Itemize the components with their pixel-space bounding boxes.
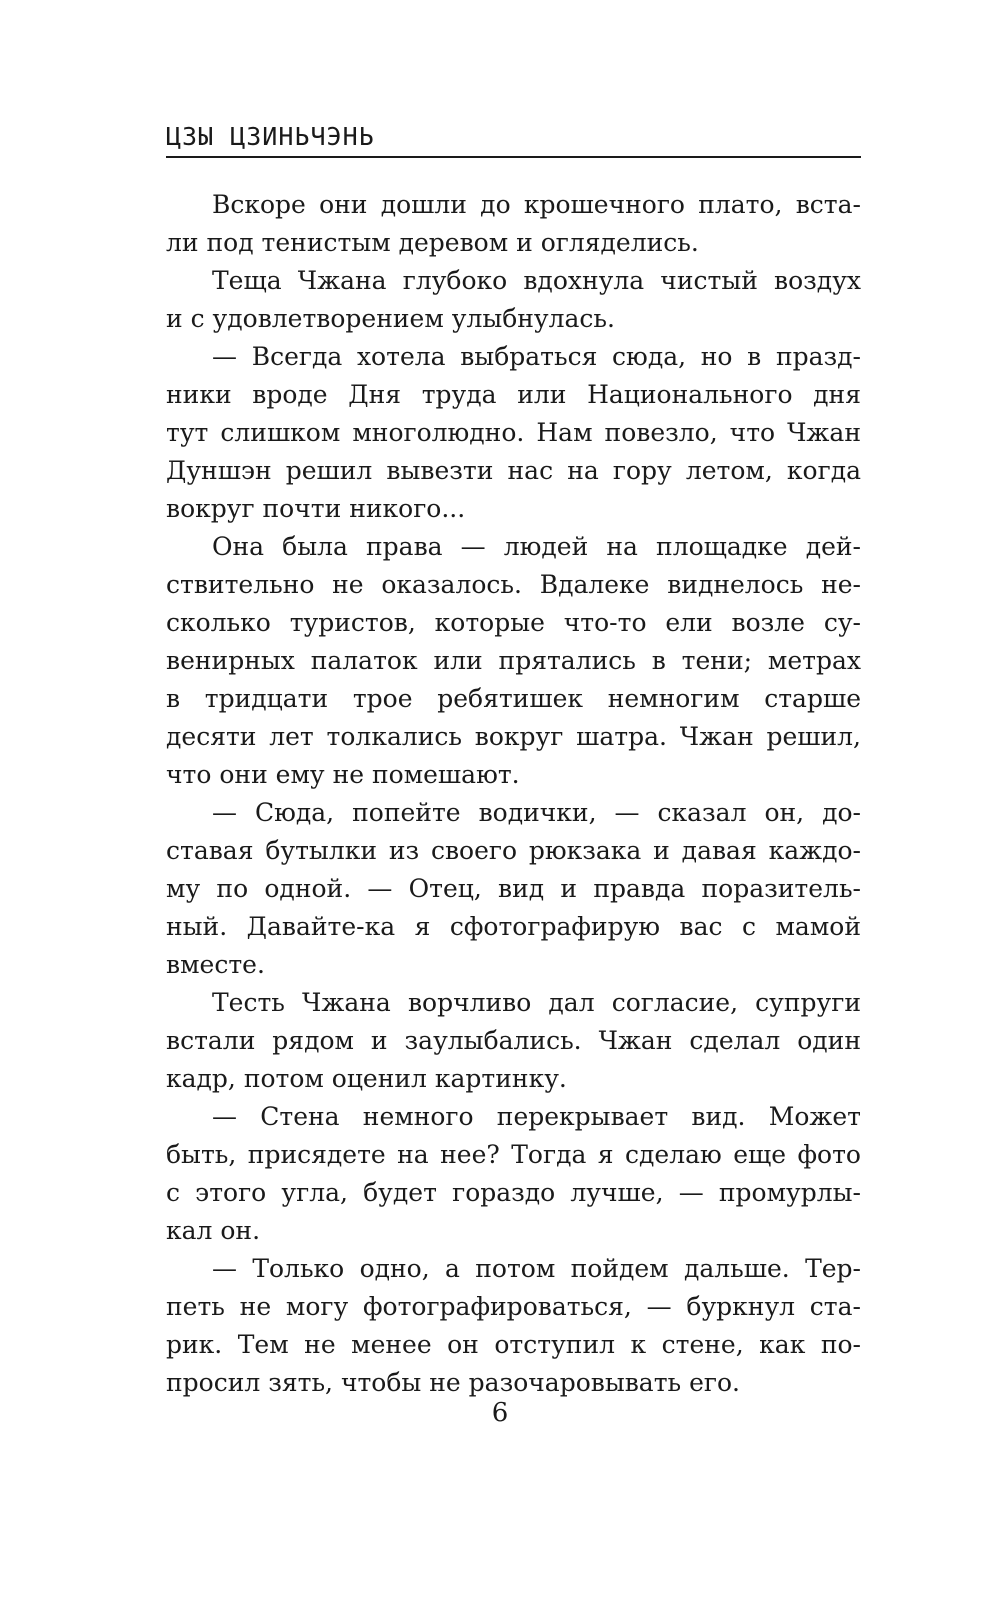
text-line: — Только одно, а потом пойдем дальше. Тер- xyxy=(212,1254,861,1283)
text-line: ный. Давайте-ка я сфотографирую вас с мамой xyxy=(166,912,861,941)
text-line: десяти лет толкались вокруг шатра. Чжан решил, xyxy=(166,722,861,751)
text-line: сколько туристов, которые что-то ели возле су- xyxy=(166,608,861,637)
text-line: с этого угла, будет гораздо лучше, — промурлы- xyxy=(166,1178,861,1207)
text-line: — Всегда хотела выбраться сюда, но в празд- xyxy=(212,342,861,371)
text-line: быть, присядете на нее? Тогда я сделаю еще фото xyxy=(166,1140,861,1169)
text-line: ники вроде Дня труда или Национального дня xyxy=(166,380,861,409)
text-line: вокруг почти никого... xyxy=(166,494,466,523)
running-head xyxy=(166,118,861,158)
text-line: рик. Тем не менее он отступил к стене, как по- xyxy=(166,1330,861,1359)
body-text xyxy=(166,186,861,1402)
text-line: тут слишком многолюдно. Нам повезло, что Чжан xyxy=(166,418,861,447)
text-line: встали рядом и заулыбались. Чжан сделал один xyxy=(166,1026,861,1055)
text-line: венирных палаток или прятались в тени; метрах xyxy=(166,646,861,675)
running-title: ЦЗЫ ЦЗИНЬЧЭНЬ xyxy=(166,122,375,151)
text-line: что они ему не помешают. xyxy=(166,760,520,789)
text-line: Вскоре они дошли до крошечного плато, вста- xyxy=(212,190,861,219)
text-line: Теща Чжана глубоко вдохнула чистый воздух xyxy=(212,266,861,295)
text-line: кал он. xyxy=(166,1216,261,1245)
text-line: петь не могу фотографироваться, — буркнул ста- xyxy=(166,1292,861,1321)
text-line: кадр, потом оценил картинку. xyxy=(166,1064,567,1093)
text-line: — Стена немного перекрывает вид. Может xyxy=(212,1102,861,1131)
text-line: Дуншэн решил вывезти нас на гору летом, когда xyxy=(166,456,861,485)
text-line: в тридцати трое ребятишек немногим старше xyxy=(166,684,861,713)
text-line: вместе. xyxy=(166,950,265,979)
page-number: 6 xyxy=(491,1398,509,1428)
text-line: Она была права — людей на площадке дей- xyxy=(212,532,861,561)
text-line: Тесть Чжана ворчливо дал согласие, супруги xyxy=(212,988,861,1017)
text-line: просил зять, чтобы не разочаровывать его. xyxy=(166,1368,740,1397)
text-line: ставая бутылки из своего рюкзака и давая каждо- xyxy=(166,836,861,865)
text-line: ли под тенистым деревом и огляделись. xyxy=(166,228,699,257)
text-line: — Сюда, попейте водички, — сказал он, до- xyxy=(212,798,861,827)
text-line: му по одной. — Отец, вид и правда поразитель- xyxy=(166,874,861,903)
text-line: ствительно не оказалось. Вдалеке виднелось не- xyxy=(166,570,861,599)
text-line: и с удовлетворением улыбнулась. xyxy=(166,304,615,333)
